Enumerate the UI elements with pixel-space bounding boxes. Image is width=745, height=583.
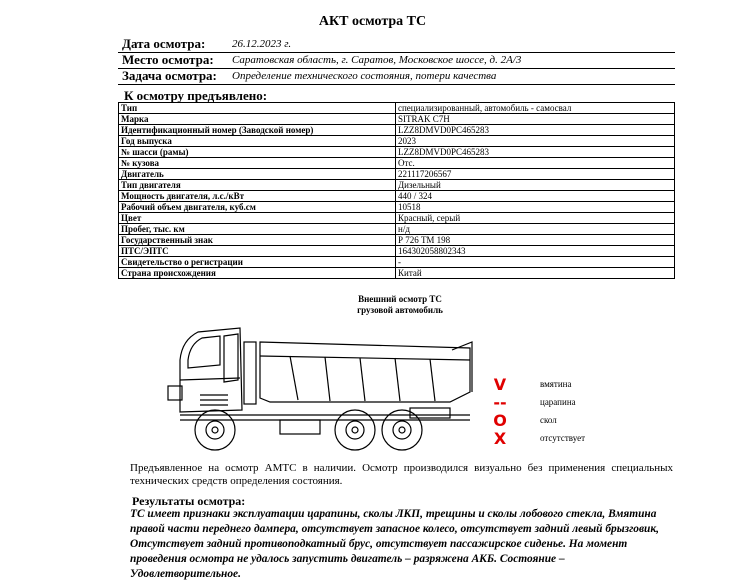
legend-symbol: V bbox=[493, 375, 507, 394]
spec-value: 164302058802343 bbox=[396, 246, 675, 257]
spec-key: Страна происхождения bbox=[119, 268, 396, 279]
spec-row bbox=[119, 147, 675, 158]
place-field bbox=[118, 52, 675, 69]
legend-label: отсутствует bbox=[540, 433, 586, 443]
specs-table bbox=[118, 102, 675, 279]
results-title: Результаты осмотра: bbox=[132, 494, 246, 508]
spec-value: Китай bbox=[396, 268, 675, 279]
date-field bbox=[118, 36, 675, 53]
spec-row bbox=[119, 202, 675, 213]
truck-body bbox=[260, 342, 472, 402]
spec-row bbox=[119, 158, 675, 169]
results-text: ТС имеет признаки эксплуатации царапины, сколы ЛКП, трещины и сколы лобового стекла, Вмятина правой части переднего дампера, отсутствует запасное колесо, отсутствует задний левый брызговик, Отсутствует задний противоподкатный брус, отсутствует пассажирское сиденье. На момент проведения осмотра не удалось запустить двигатель – разряжена АКБ. Состояние – Удовлетворительное. bbox=[130, 508, 660, 580]
task-field bbox=[118, 68, 675, 85]
spec-row bbox=[119, 224, 675, 235]
spec-value: 440 / 324 bbox=[396, 191, 675, 202]
spec-value: 10518 bbox=[396, 202, 675, 213]
spec-row bbox=[119, 213, 675, 224]
truck-diagram bbox=[160, 320, 480, 455]
date-value: 26.12.2023 г. bbox=[232, 38, 292, 50]
diagram-title bbox=[330, 294, 470, 316]
spec-key: № шасси (рамы) bbox=[119, 147, 396, 158]
spec-row bbox=[119, 114, 675, 125]
spec-row bbox=[119, 169, 675, 180]
diagram-title-line-2: грузовой автомобиль bbox=[357, 305, 443, 315]
spec-value: Красный, серый bbox=[396, 213, 675, 224]
spec-value: LZZ8DMVD0PC465283 bbox=[396, 147, 675, 158]
spec-key: Рабочий объем двигателя, куб.см bbox=[119, 202, 396, 213]
spec-row bbox=[119, 136, 675, 147]
spec-value: н/д bbox=[396, 224, 675, 235]
spec-key: Свидетельство о регистрации bbox=[119, 257, 396, 268]
spec-value: SITRAK C7H bbox=[396, 114, 675, 125]
spec-key: Цвет bbox=[119, 213, 396, 224]
spec-row bbox=[119, 103, 675, 114]
task-label: Задача осмотра: bbox=[122, 68, 217, 83]
spec-row bbox=[119, 235, 675, 246]
legend-label: царапина bbox=[540, 397, 576, 407]
truck-wheels bbox=[195, 410, 422, 450]
spec-key: Тип bbox=[119, 103, 396, 114]
spec-key: ПТС/ЭПТС bbox=[119, 246, 396, 257]
place-label: Место осмотра: bbox=[122, 52, 214, 67]
spec-key: № кузова bbox=[119, 158, 396, 169]
spec-value: 2023 bbox=[396, 136, 675, 147]
spec-key: Год выпуска bbox=[119, 136, 396, 147]
place-value: Саратовская область, г. Саратов, Московское шоссе, д. 2А/3 bbox=[232, 54, 522, 66]
spec-value: Р 726 ТМ 198 bbox=[396, 235, 675, 246]
spec-value: LZZ8DMVD0PC465283 bbox=[396, 125, 675, 136]
spec-key: Мощность двигателя, л.с./кВт bbox=[119, 191, 396, 202]
spec-key: Государственный знак bbox=[119, 235, 396, 246]
spec-row bbox=[119, 125, 675, 136]
spec-row bbox=[119, 180, 675, 191]
spec-key: Пробег, тыс. км bbox=[119, 224, 396, 235]
truck-cab bbox=[168, 328, 256, 412]
spec-value: 221117206567 bbox=[396, 169, 675, 180]
spec-value: Отс. bbox=[396, 158, 675, 169]
spec-key: Двигатель bbox=[119, 169, 396, 180]
task-value: Определение технического состояния, потери качества bbox=[232, 70, 497, 82]
legend-label: скол bbox=[540, 415, 557, 425]
document-title: АКТ осмотра ТС bbox=[318, 14, 427, 29]
date-label: Дата осмотра: bbox=[122, 36, 206, 51]
legend-symbol: X bbox=[493, 429, 507, 448]
section-title: К осмотру предъявлено: bbox=[124, 88, 268, 103]
spec-key: Марка bbox=[119, 114, 396, 125]
spec-value: Дизельный bbox=[396, 180, 675, 191]
spec-row bbox=[119, 191, 675, 202]
diagram-title-line-1: Внешний осмотр ТС bbox=[358, 294, 442, 304]
spec-value: специализированный, автомобиль - самосвал bbox=[396, 103, 675, 114]
spec-row bbox=[119, 257, 675, 268]
spec-row bbox=[119, 246, 675, 257]
legend-label: вмятина bbox=[540, 379, 572, 389]
inspection-paragraph: Предъявленное на осмотр АМТС в наличии. Осмотр производился визуально без применения специальных технических средств определения состояния. bbox=[130, 462, 673, 487]
spec-key: Идентификационный номер (Заводской номер) bbox=[119, 125, 396, 136]
legend-symbol: -- bbox=[493, 393, 507, 412]
spec-key: Тип двигателя bbox=[119, 180, 396, 191]
spec-value: - bbox=[396, 257, 675, 268]
spec-row bbox=[119, 268, 675, 279]
legend-symbol: O bbox=[493, 411, 507, 430]
